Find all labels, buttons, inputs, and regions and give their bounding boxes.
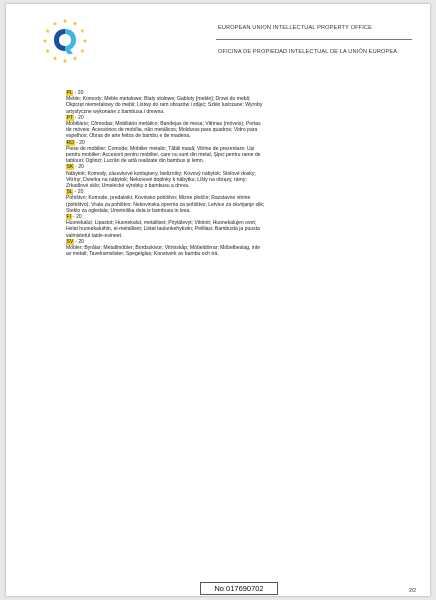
class-number: 20 (78, 238, 84, 245)
class-number: 20 (77, 90, 84, 96)
eu-star-icon (53, 21, 58, 25)
goods-text: Mobiliário; Cômodas; Mobiliário metálico; Bandejas de mesa; Vitrinas (móveis); Portas de móveis; Acessórios de mobília, não metálicos; Molduras para quadros; Vidro para espelhos; Obras de arte feitos de bambu e de madeira. (66, 121, 261, 140)
class-number: 20 (79, 139, 85, 146)
registration-number-box (200, 582, 278, 595)
language-code: SK (66, 164, 74, 171)
eu-star-icon (63, 59, 68, 63)
entry-pl: PL - 20 Meble; Komody; Meble metalowe; Blaty stołowe; Gabloty [meble]; Drzwi do mebli; Okprzęt niemetalowy do mebli; Listwy do ram obrazów i zdjęć; Szkło lustrzane; Wyroby artystyczne wykonane z bambusa i drewna. (66, 90, 266, 115)
eu-star-icon (73, 56, 78, 60)
entry-sk: SK - 20 Nábytok; Komody, zásuvkové kontajnery, bielizníky; Kovový nábytok; Stolové dosky; Vitríny; Dvierka na nábytok; Nekovové doplnky k nábytku; Lišty na obrazy, rámy; Zrkadlové sklo; Umelecké výrobky z bambusu a dreva. (66, 164, 266, 189)
class-number: 20 (78, 164, 84, 171)
header-divider (216, 39, 412, 40)
entry-fi: FI - 20 Huonekalut; Lipastot; Huonekalut, metalliset; Pöytälevyt; Vitriinit; Huonekalujen ovet; Helat huonekaluihin, ei-metalliset; Listat taulunkehyksiin; Peililasi; Bambusta ja puusta valmistetut taide-esineet. (66, 214, 266, 239)
goods-text: Pohištvo; Komode, predalniki; Kovinsko pohištvo; Mizne plošče; Razstavne vitrine (pohištvo); Vrata za pohištvo; Nekovinska oprema za pohištvo; Letvice za okvirjanje slik; Steklo za ogledala; Umetniška dela iz bambusa in lesa. (66, 195, 265, 214)
office-name-es: OFICINA DE PROPIEDAD INTELECTUAL DE LA UNIÓN EUROPEA (218, 49, 398, 55)
goods-text: Huonekalut; Lipastot; Huonekalut, metalliset; Pöytälevyt; Vitriinit; Huonekalujen ovet; Helat huonekaluihin, ei-metalliset; Listat taulunkehyksiin; Peililasi; Bambusta ja puusta valmistetut taide-esineet. (66, 220, 260, 239)
class-number: 20 (78, 114, 84, 121)
goods-list (66, 90, 266, 257)
eu-star-icon (83, 39, 88, 43)
language-code: PT (66, 114, 74, 121)
class-number: 20 (76, 214, 82, 221)
language-code: SL (66, 189, 73, 196)
goods-text: Möbler; Byrålar; Metallmöbler; Bordsskivor; Vitrinskåp; Möbeldörrar; Möbelbeslag, inte av metall; Tavelramslister; Spegelglas; Konstverk av bambu och trä. (66, 245, 261, 258)
eu-star-icon (80, 29, 85, 33)
language-code: PL (66, 90, 73, 96)
office-name-en: EUROPEAN UNION INTELLECTUAL PROPERTY OFFICE (218, 25, 372, 31)
entry-sv: SV - 20 Möbler; Byrålar; Metallmöbler; Bordsskivor; Vitrinskåp; Möbeldörrar; Möbelbeslag, inte av metall; Tavelramslister; Spegelglas; Konstverk av bambu och trä. (66, 239, 266, 258)
entry-ro: RO - 20 Piese de mobilier; Comode; Mobilier metalic; Tăblii masă; Vitrine de prezentare; Uși pentru mobilier; Accesorii pentru mobilier, care nu sunt din metal; Șipci pentru rame de tablouri; Oglinzi; Lucrări de artă realizate din bambus și lemn. (66, 140, 266, 165)
language-code: FI (66, 214, 72, 221)
goods-text: Nábytok; Komody, zásuvkové kontajnery, bielizníky; Kovový nábytok; Stolové dosky; Vitríny; Dvierka na nábytok; Nekovové doplnky k nábytku; Lišty na obrazy, rámy; Zrkadlové sklo; Umelecké výrobky z bambusu a dreva. (66, 170, 256, 190)
eu-star-icon (63, 19, 68, 23)
eu-star-icon (43, 39, 48, 43)
document-page (6, 4, 430, 596)
eu-star-icon (80, 49, 85, 53)
eu-star-icon (53, 56, 58, 60)
goods-text: Piese de mobilier; Comode; Mobilier metalic; Tăblii masă; Vitrine de prezentare; Uși pentru mobilier; Accesorii pentru mobilier, care nu sunt din metal; Șipci pentru rame de tablouri; Oglinzi; Lucrări de artă realizate din bambus și lemn. (66, 145, 261, 165)
eu-star-icon (45, 29, 50, 33)
euipo-logo (42, 18, 88, 64)
entry-sl: SL - 20 Pohištvo; Komode, predalniki; Kovinsko pohištvo; Mizne plošče; Razstavne vitrine (pohištvo); Vrata za pohištvo; Nekovinska oprema za pohištvo; Letvice za okvirjanje slik; Steklo za ogledala; Umetniška dela iz bambusa in lesa. (66, 189, 265, 214)
class-number: 20 (77, 189, 84, 196)
registration-number: No 017690702 (214, 584, 264, 593)
page-number: 2/2 (409, 588, 416, 594)
entry-pt: PT - 20 Mobiliário; Cômodas; Mobiliário metálico; Bandejas de mesa; Vitrinas (móveis); Portas de móveis; Acessórios de mobília, não metálicos; Molduras para quadros; Vidro para espelhos; Obras de arte feitos de bambu e de madeira. (66, 115, 266, 140)
language-code: RO (66, 139, 75, 146)
goods-text: Meble; Komody; Meble metalowe; Blaty stołowe; Gabloty [meble]; Drzwi do mebli; Okprzęt niemetalowy do mebli; Listwy do ram obrazów i zdjęć; Szkło lustrzane; Wyroby artystyczne wykonane z bambusa i drewna. (66, 96, 263, 115)
eu-star-icon (73, 21, 78, 25)
language-code: SV (66, 238, 74, 245)
eu-star-icon (45, 49, 50, 53)
